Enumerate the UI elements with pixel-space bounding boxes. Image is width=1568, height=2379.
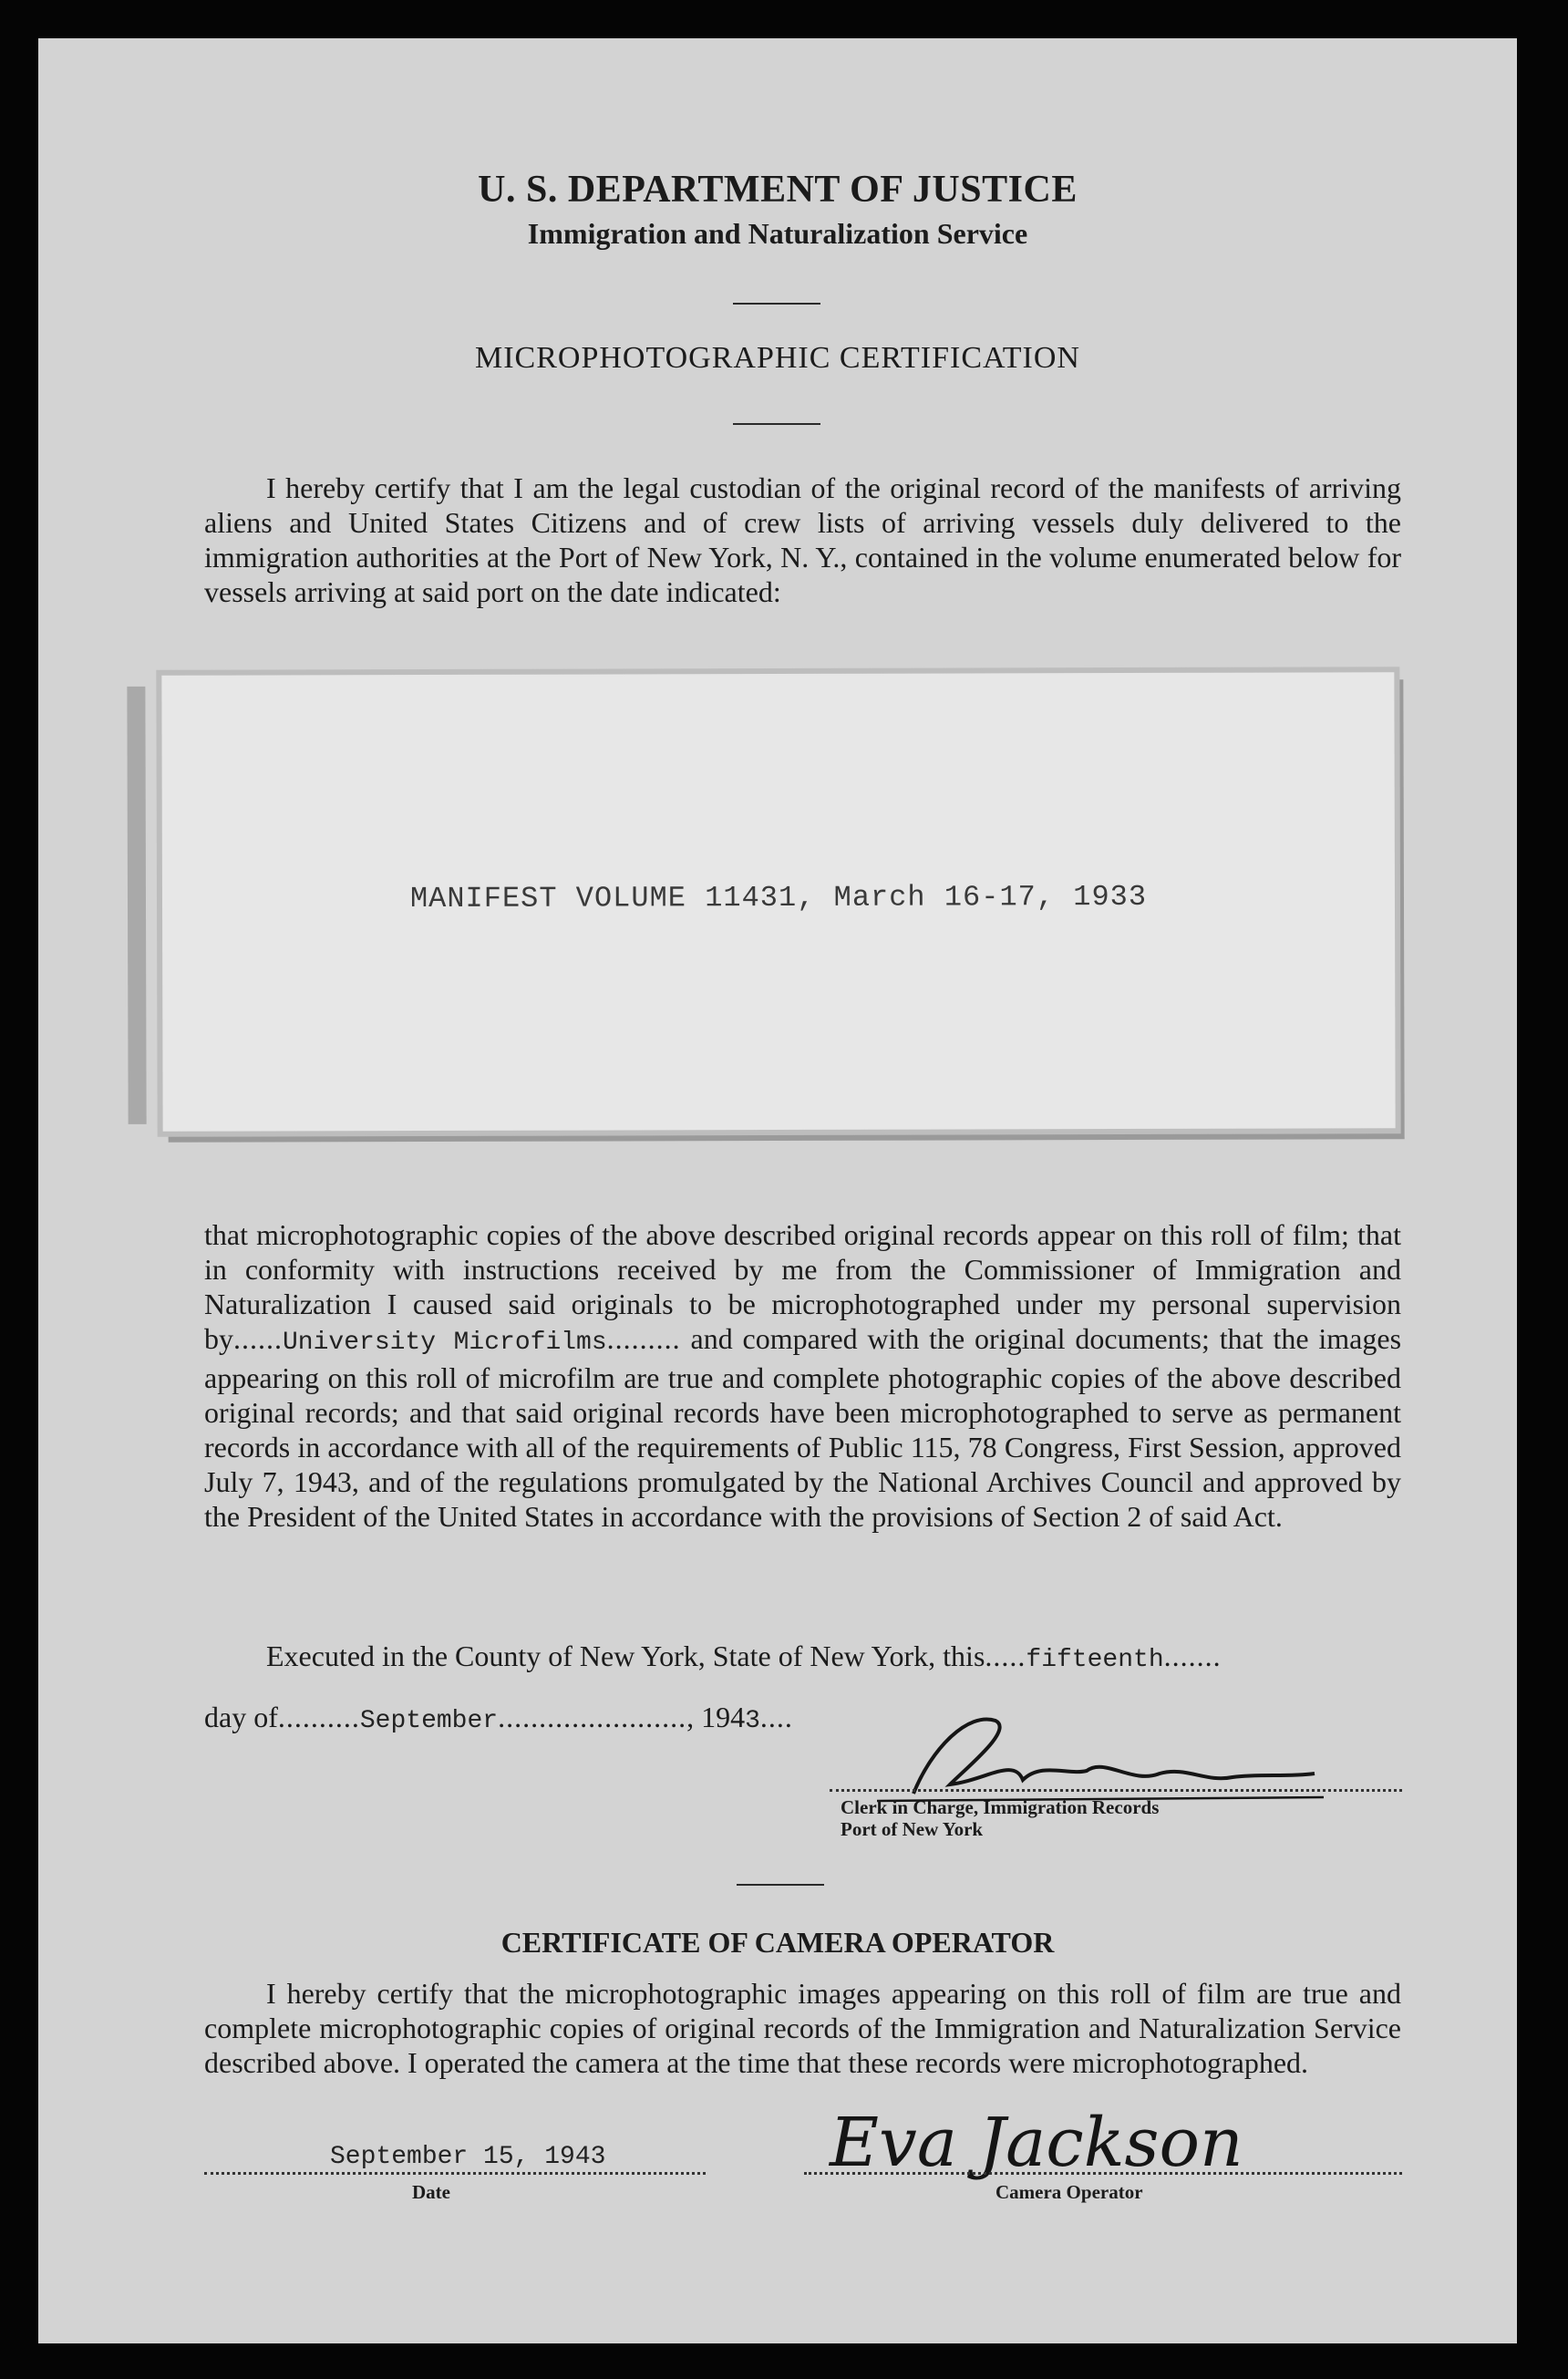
clerk-signature-line (830, 1789, 1402, 1792)
certification-body: that microphotographic copies of the above described original records appear on this roll of film; that in conformity with instructions received by me from the Commissioner of Immigration and Naturalization I caused said originals to be microphotographed under my personal supervision by......University Microfilms......... and compared with the original documents; that the images appearing on this roll of microfilm are true and complete photographic copies of the above described original records; and that said original records have been microphotographed to serve as permanent records in accordance with all of the requirements of Public 115, 78 Congress, First Session, approved July 7, 1943, and of the regulations promulgated by the National Archives Council and approved by the President of the United States in accordance with the provisions of Section 2 of said Act. (204, 1218, 1402, 1533)
certification-title: MICROPHOTOGRAPHIC CERTIFICATION (474, 341, 1080, 375)
divider-rule (733, 423, 820, 425)
execution-date-line: day of..........September......................., 1943.... (204, 1701, 793, 1735)
divider-rule (737, 1884, 824, 1886)
date-line (204, 2172, 706, 2175)
clerk-title: Clerk in Charge, Immigration Records (841, 1796, 1160, 1818)
intro-paragraph: I hereby certify that I am the legal custodian of the original record of the manifests of arriving aliens and United States Citizens and of crew lists of arriving vessels duly delivered to the immigration authorities at the Port of New York, N. Y., contained in the volume enumerated below for vessels arriving at said port on the date indicated: (204, 471, 1401, 608)
divider-rule (733, 303, 820, 305)
date-label: Date (412, 2181, 450, 2203)
service-subheading: Immigration and Naturalization Service (527, 217, 1028, 250)
clerk-title-block (841, 1796, 1159, 1840)
camera-date-value: September 15, 1943 (330, 2143, 606, 2171)
body-part-1: that microphotographic copies of the above described original records appear on this roll of film; that in conformity with instructions received by me from the Commissioner of Immigration and Naturalization I caused said originals to be microphotographed under my personal supervision by (204, 1218, 1401, 1355)
execution-line: Executed in the County of New York, State of New York, this.....fifteenth....... (266, 1639, 1222, 1674)
operator-label: Camera Operator (995, 2181, 1143, 2203)
body-part-2: and compared with the original documents; that the images appearing on this roll of microfilm are true and complete photographic copies of the above described original records; and that said original records have been microphotographed to serve as permanent records in accordance with all of the requirements of Public 115, 78 Congress, First Session, approved July 7, 1943, and of the regulations promulgated by the National Archives Council and approved by the President of the United States in accordance with the provisions of Section 2 of said Act. (204, 1322, 1402, 1533)
slip-shadow (127, 687, 146, 1124)
clerk-location: Port of New York (841, 1818, 984, 1840)
manifest-volume-text: MANIFEST VOLUME 11431, March 16-17, 1933 (409, 879, 1148, 916)
camera-certificate-title: CERTIFICATE OF CAMERA OPERATOR (500, 1926, 1055, 1959)
camera-operator-signature: Eva Jackson (830, 2104, 1243, 2182)
operator-line (804, 2172, 1402, 2175)
certificate-page (38, 38, 1517, 2343)
manifest-insert-slip (161, 672, 1395, 1132)
camera-certificate-text: I hereby certify that the microphotographic images appearing on this roll of film are true and complete microphotographic copies of original records of the Immigration and Naturalization Service described above. I operated the camera at the time that these records were microphotographed. (204, 1977, 1401, 2079)
month-value: September (359, 1707, 499, 1735)
agency-heading: U. S. DEPARTMENT OF JUSTICE (478, 169, 1078, 211)
year-digit-value: 3 (745, 1707, 760, 1735)
filmed-by-value: University Microfilms (283, 1329, 607, 1357)
day-ordinal-value: fifteenth (1026, 1646, 1164, 1674)
